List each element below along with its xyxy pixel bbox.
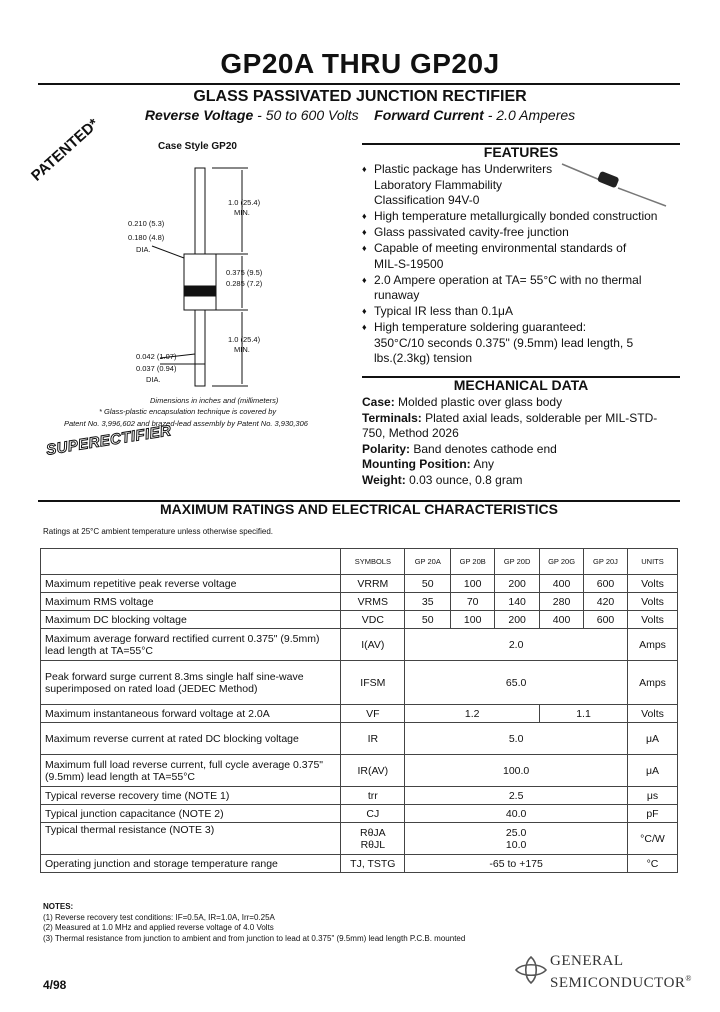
mech-row-polarity: Polarity: Band denotes cathode end [362,441,557,456]
header-units: UNITS [627,549,677,575]
features-heading: FEATURES [483,144,559,160]
table-row: Peak forward surge current 8.3ms single half sine-wave superimposed on rated load (JEDEC Method) IFSM 65.0 Amps [41,661,678,705]
dim-body-length-min: 0.285 (7.2) [226,279,263,288]
patent-note-line2: Patent No. 3,996,602 and brazed-lead assembly by Patent No. 3,930,306 [64,419,308,428]
note-item: (3) Thermal resistance from junction to ambient and from junction to lead at 0.375" (9.5mm) lead length P.C.B. mounted [43,933,466,943]
dim-bottom-min: MIN. [234,345,250,354]
superectifier-logo: SUPERECTIFIER [45,422,173,459]
mech-row-weight: Weight: 0.03 ounce, 0.8 gram [362,472,523,487]
patent-note-line1: * Glass-plastic encapsulation technique is covered by [99,407,277,416]
dim-top-min: MIN. [234,208,250,217]
feature-item: ♦ Typical IR less than 0.1μA [362,304,670,320]
title-rule [38,83,680,85]
revision-date: 4/98 [43,978,67,992]
dim-bottom-length: 1.0 (25.4) [228,335,261,344]
general-semiconductor-logo-icon [514,955,548,985]
table-row: Maximum reverse current at rated DC blocking voltage IR 5.0 μA [41,723,678,755]
table-row: Maximum instantaneous forward voltage at 2.0A VF 1.2 1.1 Volts [41,705,678,723]
table-row: Maximum average forward rectified current 0.375" (9.5mm) lead length at TA=55°C I(AV) 2.0 Amps [41,629,678,661]
mech-row-terminals: Terminals: Plated axial leads, solderable per MIL-STD-750, Method 2026 [362,410,658,440]
feature-item: ♦ 2.0 Ampere operation at TA= 55°C with no thermal runaway [362,273,664,304]
ratings-heading: MAXIMUM RATINGS AND ELECTRICAL CHARACTERISTICS [160,501,558,517]
feature-item: ♦ Plastic package has Underwriters Laboratory Flammability Classification 94V-0 [362,162,564,209]
header-gp20j: GP 20J [584,549,628,575]
dim-body-dia: DIA. [136,245,151,254]
dim-lead-min: 0.037 (0.94) [136,364,177,373]
notes [43,902,543,944]
header-gp20d: GP 20D [495,549,540,575]
forward-current-label: Forward Current [374,107,484,123]
dim-lead-dia: DIA. [146,375,161,384]
ratings-table [40,548,678,873]
package-outline-drawing [120,158,280,398]
logo-line-general: GENERAL [550,953,624,969]
header-gp20a: GP 20A [405,549,451,575]
note-item: (1) Reverse recovery test conditions: IF=0.5A, IR=1.0A, Irr=0.25A [43,912,275,922]
mechanical-heading: MECHANICAL DATA [453,377,589,393]
feature-item: ♦ Capable of meeting environmental standards of MIL-S-19500 [362,241,639,272]
feature-item: ♦ High temperature soldering guaranteed: 350°C/10 seconds 0.375" (9.5mm) lead length, 5 lbs.(2.3kg) tension [362,320,639,367]
dim-top-length: 1.0 (25.4) [228,198,261,207]
note-item: (2) Measured at 1.0 MHz and applied reverse voltage of 4.0 Volts [43,923,274,932]
table-header-row [41,549,678,575]
logo-line-semiconductor: SEMICONDUCTOR® [550,974,692,991]
dim-body-length-max: 0.375 (9.5) [226,268,263,277]
dim-body-width-min: 0.180 (4.8) [128,233,165,242]
dimension-note: Dimensions in inches and (millimeters) [150,396,279,405]
table-row: Typical thermal resistance (NOTE 3) RθJA RθJL 25.0 10.0 °C/W [41,823,678,855]
table-row: Typical reverse recovery time (NOTE 1) trr 2.5 μs [41,787,678,805]
table-row: Maximum DC blocking voltage VDC 50 100 200 400 600 Volts [41,611,678,629]
header-symbols: SYMBOLS [341,549,405,575]
mechanical-data [362,395,680,488]
mech-row-case: Case: Molded plastic over glass body [362,395,563,409]
dim-lead-max: 0.042 (1.07) [136,352,177,361]
table-row: Operating junction and storage temperature range TJ, TSTG -65 to +175 °C [41,855,678,873]
feature-item: ♦ High temperature metallurgically bonded construction [362,209,670,225]
table-row: Typical junction capacitance (NOTE 2) CJ 40.0 pF [41,805,678,823]
reverse-voltage-label: Reverse Voltage [144,107,254,123]
notes-heading: NOTES: [43,902,74,911]
table-row: Maximum repetitive peak reverse voltage VRRM 50 100 200 400 600 Volts [41,575,678,593]
mech-row-mounting: Mounting Position: Any [362,457,494,471]
table-row: Maximum full load reverse current, full cycle average 0.375" (9.5mm) lead length at TA=55°C IR(AV) 100.0 μA [41,755,678,787]
voltage-current-line [0,107,720,123]
company-logo-text [550,953,692,992]
table-row: Maximum RMS voltage VRMS 35 70 140 280 420 Volts [41,593,678,611]
document-title: GP20A THRU GP20J [220,48,500,79]
ratings-note: Ratings at 25°C ambient temperature unless otherwise specified. [43,527,273,536]
features-list [362,162,670,367]
header-gp20b: GP 20B [451,549,495,575]
forward-current-value: - 2.0 Amperes [483,107,576,123]
reverse-voltage-value: - 50 to 600 Volts [253,107,359,123]
header-gp20g: GP 20G [540,549,584,575]
dim-body-width-max: 0.210 (5.3) [128,219,165,228]
document-subtitle: GLASS PASSIVATED JUNCTION RECTIFIER [193,88,527,105]
patented-stamp: PATENTED* [28,115,103,185]
feature-item: ♦ Glass passivated cavity-free junction [362,225,670,241]
case-style-label: Case Style GP20 [158,141,237,152]
